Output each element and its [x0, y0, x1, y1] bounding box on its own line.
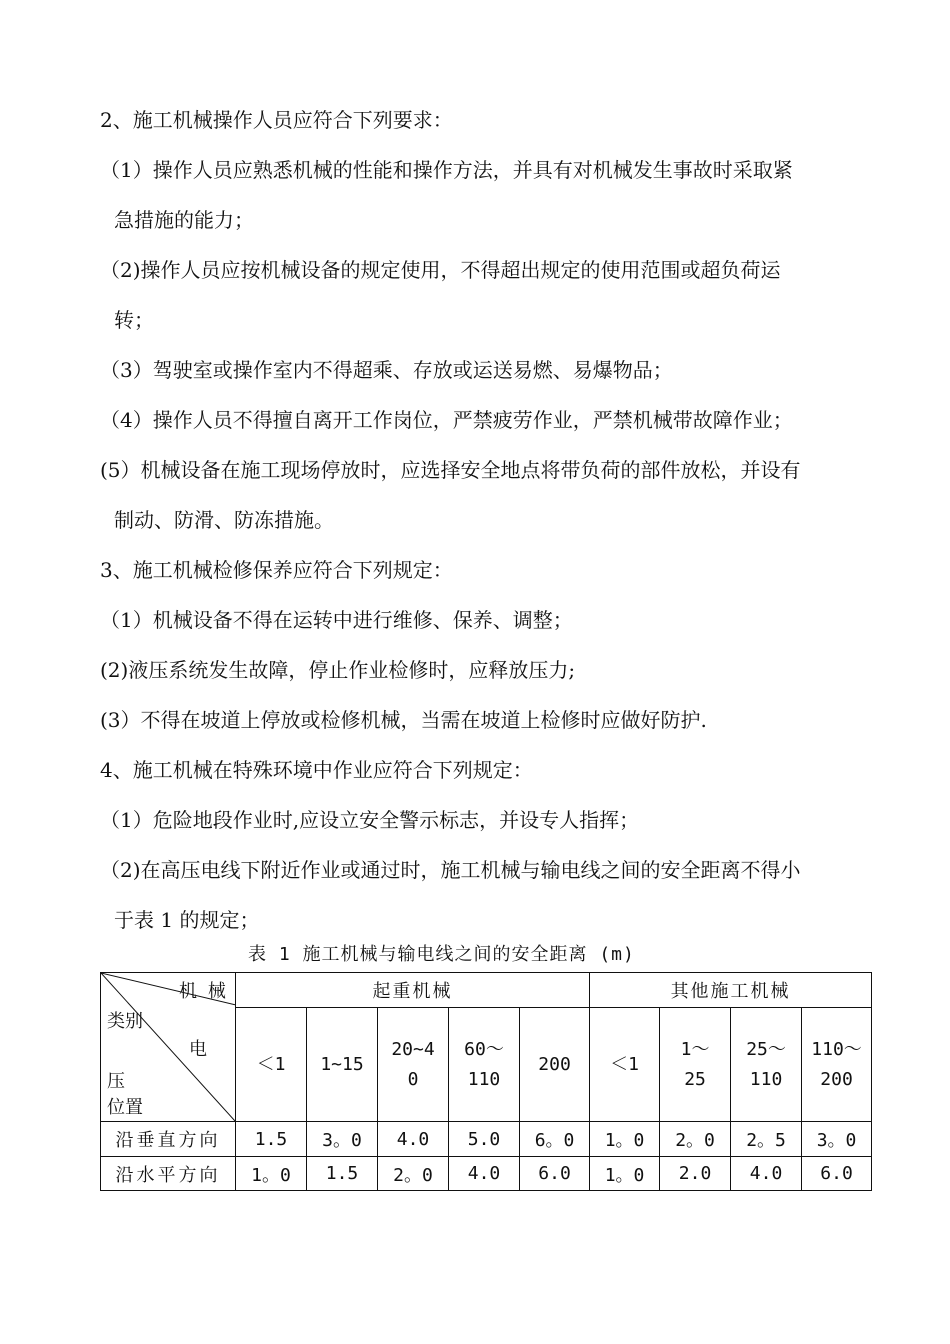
paragraph-line: 转；: [114, 308, 154, 332]
voltage-header: 1~15: [307, 1008, 378, 1122]
voltage-header: 20~4 0: [378, 1008, 449, 1122]
table-cell: 6.0: [520, 1157, 590, 1191]
paragraph-line: （2)操作人员应按机械设备的规定使用，不得超出规定的使用范围或超负荷运: [100, 258, 781, 282]
table-cell: 1。0: [590, 1157, 660, 1191]
row-label-vertical: 沿垂直方向: [101, 1122, 236, 1157]
paragraph-line: （3）驾驶室或操作室内不得超乘、存放或运送易燃、易爆物品；: [100, 358, 673, 382]
corner-label-position: 位置: [107, 1097, 143, 1118]
corner-label-category: 类别: [107, 1011, 143, 1032]
paragraph-line: 3、施工机械检修保养应符合下列规定：: [100, 558, 453, 582]
voltage-header: 200: [520, 1008, 590, 1122]
group-header-other-machinery: 其他施工机械: [590, 973, 872, 1008]
paragraph-line: 制动、防滑、防冻措施。: [114, 508, 334, 532]
paragraph-line: 2、施工机械操作人员应符合下列要求：: [100, 108, 453, 132]
corner-label-machinery: 机 械: [179, 981, 226, 1002]
voltage-header: 25～ 110: [731, 1008, 802, 1122]
corner-label-voltage-2: 压: [107, 1071, 125, 1092]
table-cell: 3。0: [307, 1122, 378, 1157]
corner-label-voltage-1: 电: [189, 1039, 207, 1060]
paragraph-line: 于表 1 的规定；: [114, 908, 260, 932]
table-cell: 1.5: [307, 1157, 378, 1191]
paragraph-line: （1）机械设备不得在运转中进行维修、保养、调整；: [100, 608, 573, 632]
paragraph-line: （4）操作人员不得擅自离开工作岗位，严禁疲劳作业，严禁机械带故障作业；: [100, 408, 793, 432]
table-caption: 表 1 施工机械与输电线之间的安全距离 (m): [248, 944, 635, 965]
paragraph-line: 4、施工机械在特殊环境中作业应符合下列规定：: [100, 758, 533, 782]
voltage-header: 110～ 200: [802, 1008, 872, 1122]
group-header-lifting-machinery: 起重机械: [236, 973, 590, 1008]
table-cell: 1.5: [236, 1122, 307, 1157]
paragraph-line: （2)在高压电线下附近作业或通过时，施工机械与输电线之间的安全距离不得小: [100, 858, 801, 882]
table-cell: 4.0: [378, 1122, 449, 1157]
row-label-horizontal: 沿水平方向: [101, 1157, 236, 1191]
table-row: [101, 1122, 872, 1157]
paragraph-line: （1）危险地段作业时,应设立安全警示标志，并设专人指挥；: [100, 808, 640, 832]
table-cell: 2。0: [378, 1157, 449, 1191]
paragraph-line: 急措施的能力；: [114, 208, 254, 232]
table-row: [101, 1157, 872, 1191]
table-cell: 6.0: [802, 1157, 872, 1191]
table-cell: 4.0: [731, 1157, 802, 1191]
table-cell: 2.0: [660, 1157, 731, 1191]
paragraph-line: （1）操作人员应熟悉机械的性能和操作方法，并具有对机械发生事故时采取紧: [100, 158, 793, 182]
paragraph-line: (3）不得在坡道上停放或检修机械，当需在坡道上检修时应做好防护.: [100, 708, 707, 732]
table-cell: 2。5: [731, 1122, 802, 1157]
voltage-header: 60～ 110: [449, 1008, 520, 1122]
table-cell: 4.0: [449, 1157, 520, 1191]
table-cell: 1。0: [236, 1157, 307, 1191]
voltage-header: 1～ 25: [660, 1008, 731, 1122]
table-corner-header: [101, 973, 236, 1122]
voltage-header: ＜1: [236, 1008, 307, 1122]
table-cell: 3。0: [802, 1122, 872, 1157]
table-cell: 2。0: [660, 1122, 731, 1157]
table-cell: 6。0: [520, 1122, 590, 1157]
paragraph-line: (2)液压系统发生故障，停止作业检修时，应释放压力;: [100, 658, 576, 682]
paragraph-line: (5）机械设备在施工现场停放时，应选择安全地点将带负荷的部件放松，并设有: [100, 458, 801, 482]
table-cell: 1。0: [590, 1122, 660, 1157]
safety-distance-table: [100, 972, 872, 1191]
table-cell: 5.0: [449, 1122, 520, 1157]
voltage-header: ＜1: [590, 1008, 660, 1122]
